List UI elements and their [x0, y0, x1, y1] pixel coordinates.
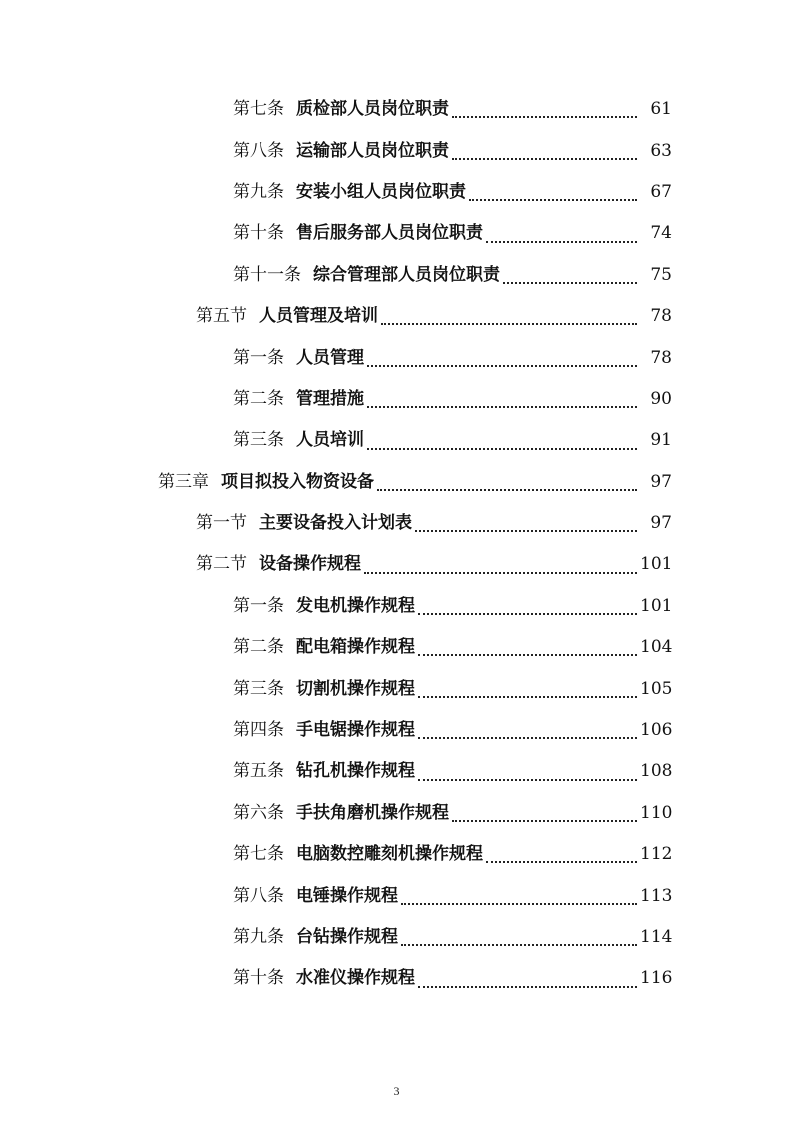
toc-entry-title: 台钻操作规程: [296, 927, 398, 947]
dot-leader: [418, 778, 637, 781]
toc-entry-page: 75: [650, 264, 672, 285]
toc-entry-page: 104: [640, 637, 673, 658]
dot-leader: [418, 695, 637, 698]
toc-entry-number: 第三条: [233, 430, 284, 451]
toc-entry-title: 发电机操作规程: [296, 595, 415, 616]
dot-leader: [418, 736, 637, 739]
toc-entry-title: 钻孔机操作规程: [296, 761, 415, 782]
toc-entry-page: 113: [640, 885, 673, 906]
dot-leader: [469, 198, 637, 201]
toc-entry-number: 第六条: [233, 802, 284, 823]
toc-entry[interactable]: [0, 793, 793, 834]
toc-entry-page: 78: [650, 347, 672, 368]
toc-entry-page: 74: [650, 223, 672, 244]
dot-leader: [377, 488, 637, 491]
toc-entry-title: 配电箱操作规程: [296, 637, 415, 658]
toc-entry-number: 第二节: [196, 554, 247, 575]
toc-entry-page: 108: [640, 761, 673, 782]
toc-entry[interactable]: [0, 917, 793, 958]
toc-entry-number: 第三条: [233, 678, 284, 699]
dot-leader: [486, 860, 637, 863]
toc-entry-title: 安装小组人员岗位职责: [296, 181, 466, 202]
dot-leader: [418, 985, 637, 988]
toc-entry-title: 手扶角磨机操作规程: [296, 802, 449, 823]
toc-entry[interactable]: [0, 337, 793, 378]
toc-entry-title: 质检部人员岗位职责: [296, 99, 449, 120]
toc-entry-page: 63: [650, 140, 672, 161]
toc-entry[interactable]: [0, 668, 793, 709]
dot-leader: [401, 943, 637, 946]
toc-entry[interactable]: [0, 710, 793, 751]
dot-leader: [367, 405, 637, 408]
dot-leader: [367, 364, 637, 367]
toc-entry-title: 设备操作规程: [259, 554, 361, 575]
toc-entry-page: 97: [650, 471, 672, 492]
toc-entry[interactable]: [0, 213, 793, 254]
toc-entry-number: 第八条: [233, 140, 284, 161]
dot-leader: [452, 115, 637, 118]
toc-entry-title: 人员管理: [296, 347, 364, 368]
toc-entry-number: 第十一条: [233, 264, 301, 285]
toc-entry-page: 116: [640, 968, 673, 989]
toc-entry-page: 112: [640, 844, 673, 865]
toc-entry[interactable]: [0, 296, 793, 337]
toc-entry[interactable]: [0, 875, 793, 916]
toc-entry[interactable]: [0, 462, 793, 503]
toc-entry-number: 第二条: [233, 388, 284, 409]
toc-entry-title: 水准仪操作规程: [296, 968, 415, 989]
toc-entry[interactable]: [0, 751, 793, 792]
dot-leader: [486, 240, 637, 243]
toc-entry-title: 项目拟投入物资设备: [221, 471, 374, 492]
toc-entry[interactable]: [0, 420, 793, 461]
toc-entry-page: 105: [640, 678, 673, 699]
toc-entry-title: 主要设备投入计划表: [259, 513, 412, 534]
toc-entry[interactable]: [0, 89, 793, 130]
toc-entry-number: 第三章: [158, 471, 209, 492]
toc-entry-title: 综合管理部人员岗位职责: [313, 264, 500, 285]
table-of-contents: [0, 89, 793, 1000]
toc-entry-number: 第十条: [233, 223, 284, 244]
toc-entry-page: 101: [640, 595, 673, 616]
toc-entry-page: 91: [650, 430, 672, 451]
toc-entry-page: 61: [650, 99, 672, 120]
toc-entry-title: 人员管理及培训: [259, 306, 378, 327]
toc-entry-title: 手电锯操作规程: [296, 720, 415, 741]
toc-entry-number: 第七条: [233, 844, 284, 865]
toc-entry-page: 97: [650, 513, 672, 534]
toc-entry-page: 67: [650, 181, 672, 202]
toc-entry-title: 人员培训: [296, 430, 364, 451]
toc-entry-title: 电脑数控雕刻机操作规程: [296, 844, 483, 865]
toc-entry[interactable]: [0, 958, 793, 999]
toc-entry-number: 第十条: [233, 968, 284, 989]
toc-entry-page: 78: [650, 306, 672, 327]
toc-entry-page: 106: [640, 720, 673, 741]
dot-leader: [503, 281, 637, 284]
toc-entry-number: 第五节: [196, 306, 247, 327]
toc-entry-page: 114: [640, 927, 673, 947]
toc-entry-title: 管理措施: [296, 388, 364, 409]
dot-leader: [418, 612, 637, 615]
toc-entry-page: 90: [650, 388, 672, 409]
toc-entry-title: 售后服务部人员岗位职责: [296, 223, 483, 244]
dot-leader: [415, 529, 637, 532]
toc-entry-number: 第四条: [233, 720, 284, 741]
toc-entry-title: 运输部人员岗位职责: [296, 140, 449, 161]
toc-entry-title: 切割机操作规程: [296, 678, 415, 699]
toc-entry-number: 第二条: [233, 637, 284, 658]
dot-leader: [367, 447, 637, 450]
dot-leader: [364, 571, 637, 574]
dot-leader: [381, 322, 637, 325]
toc-entry-number: 第七条: [233, 99, 284, 120]
toc-entry-number: 第五条: [233, 761, 284, 782]
toc-entry-title: 电锤操作规程: [296, 885, 398, 906]
toc-entry[interactable]: [0, 586, 793, 627]
toc-entry[interactable]: [0, 379, 793, 420]
dot-leader: [401, 902, 637, 905]
dot-leader: [452, 157, 637, 160]
toc-entry-number: 第一条: [233, 347, 284, 368]
page-number: 3: [393, 1084, 400, 1098]
toc-entry-page: 110: [640, 802, 673, 823]
toc-entry[interactable]: [0, 834, 793, 875]
toc-entry-number: 第九条: [233, 181, 284, 202]
toc-entry[interactable]: [0, 130, 793, 171]
toc-entry[interactable]: [0, 172, 793, 213]
toc-entry[interactable]: [0, 255, 793, 296]
toc-entry[interactable]: [0, 627, 793, 668]
toc-entry[interactable]: [0, 544, 793, 585]
toc-entry-number: 第一节: [196, 513, 247, 534]
dot-leader: [418, 653, 637, 656]
toc-entry-number: 第九条: [233, 927, 284, 947]
dot-leader: [452, 819, 637, 822]
toc-entry[interactable]: [0, 503, 793, 544]
toc-entry-number: 第一条: [233, 595, 284, 616]
toc-entry-number: 第八条: [233, 885, 284, 906]
toc-entry-page: 101: [640, 554, 673, 575]
